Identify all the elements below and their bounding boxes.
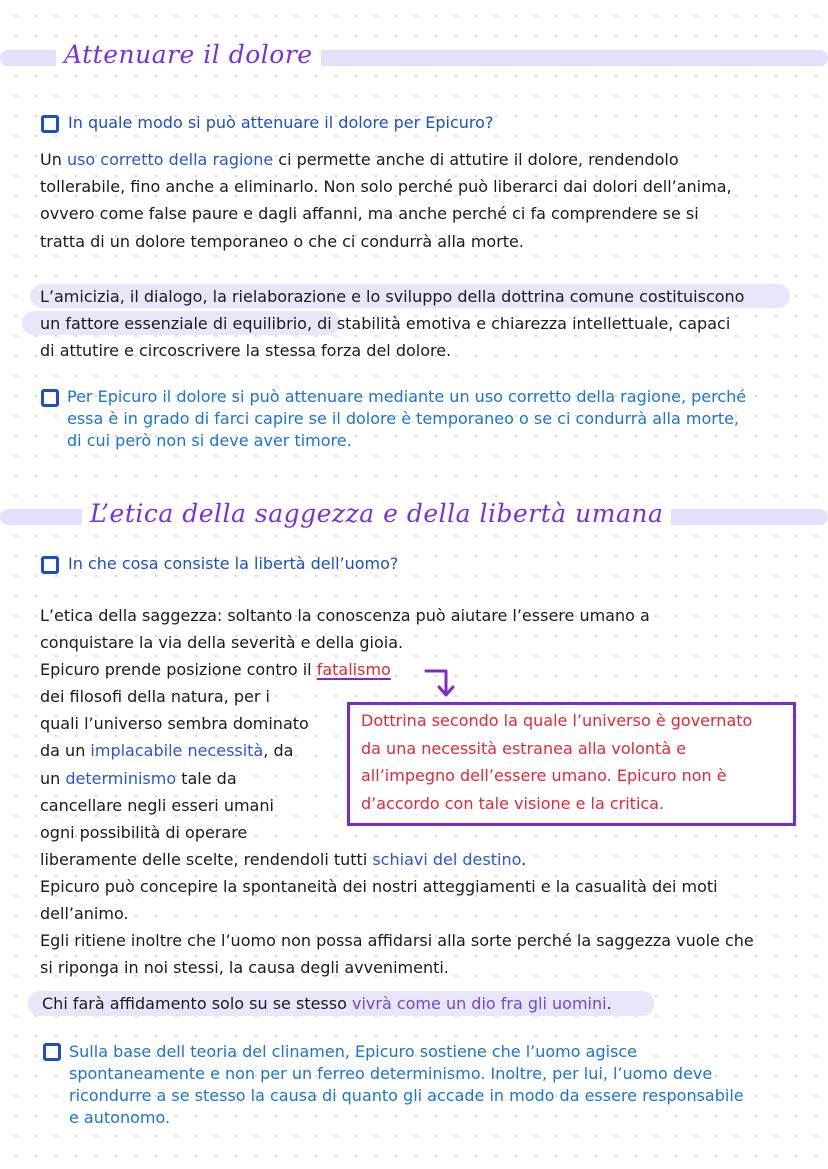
text-line: L’etica della saggezza: soltanto la conoscenza può aiutare l’essere umano a <box>40 606 650 625</box>
definition-text <box>361 707 752 817</box>
checkbox-icon <box>41 115 59 133</box>
text-line: tratta di un dolore temporaneo o che ci condurrà alla morte. <box>40 231 524 251</box>
question-heading: In quale modo si può attenuare il dolore per Epicuro? <box>68 113 494 132</box>
arrow-down-icon <box>424 664 456 700</box>
text-line: d’accordo con tale visione e la critica. <box>361 793 665 813</box>
quote-line: Chi farà affidamento solo su se stesso vivrà come un dio fra gli uomini. <box>42 994 612 1013</box>
text-line: si riponga in noi stessi, la causa degli avvenimenti. <box>40 958 449 978</box>
text-line: di cui però non si deve aver timore. <box>67 431 352 450</box>
checkbox-icon <box>43 1043 61 1061</box>
highlight-term: uso corretto della ragione <box>66 150 274 169</box>
text-line: Dottrina secondo la quale l’universo è governato <box>361 711 753 730</box>
text-line: Egli ritiene inoltre che l’uomo non possa affidarsi alla sorte perché la saggezza vuole che <box>40 931 754 951</box>
question-heading: In che cosa consiste la libertà dell’uomo? <box>68 554 399 573</box>
text-line: Un uso corretto della ragione ci permette anche di attutire il dolore, rendendolo <box>40 150 679 169</box>
section-title: Attenuare il dolore <box>56 40 321 69</box>
text-line: di attutire e circoscrivere la stessa forza del dolore. <box>40 341 452 361</box>
text-line: un fattore essenziale di equilibrio, di stabilità emotiva e chiarezza intellettuale, capaci <box>40 314 731 334</box>
text-line: essa è in grado di farci capire se il dolore è temporaneo o se ci condurrà alla morte, <box>67 409 740 428</box>
text-line: L’amicizia, il dialogo, la rielaborazione e lo sviluppo della dottrina comune costituiscono <box>40 287 745 306</box>
text-line: da una necessità estranea alla volontà e <box>361 738 687 758</box>
text-line: tollerabile, fino anche a eliminarlo. Non solo perché può liberarci dai dolori dell’anima, <box>40 177 732 197</box>
text-line: e autonomo. <box>69 1108 171 1127</box>
paragraph <box>40 146 732 255</box>
text-line: conquistare la via della severità e della gioia. <box>40 633 404 653</box>
title-band-right <box>280 50 828 66</box>
text-line: all’impegno dell’essere umano. Epicuro non è <box>361 766 727 785</box>
checkbox-icon <box>41 556 59 574</box>
fatalismo-term: fatalismo <box>316 660 391 680</box>
highlight-term: vivrà come un dio fra gli uomini <box>351 994 607 1013</box>
checkbox-icon <box>41 389 59 407</box>
text-line: cancellare negli esseri umani <box>40 795 274 815</box>
text-line: Per Epicuro il dolore si può attenuare mediante un uso corretto della ragione, perché <box>67 387 747 406</box>
paragraph <box>40 283 744 365</box>
text-line: quali l’universo sembra dominato <box>40 714 309 734</box>
text-line: Sulla base dell teoria del clinamen, Epicuro sostiene che l’uomo agisce <box>69 1042 638 1061</box>
highlight-term: implacabile necessità <box>90 741 264 761</box>
text-line: da un implacabile necessità, da <box>40 741 294 761</box>
text-line: Epicuro può concepire la spontaneità dei nostri atteggiamenti e la casualità dei moti <box>40 876 718 896</box>
section-title: L’etica della saggezza e della libertà umana <box>82 499 671 528</box>
text-line: liberamente delle scelte, rendendoli tutti schiavi del destino. <box>40 849 527 869</box>
summary-answer <box>69 1041 744 1129</box>
text-line: ricondurre a se stesso la causa di quanto gli accade in modo da essere responsabile <box>69 1086 744 1105</box>
text-line: Epicuro prende posizione contro il fatalismo <box>40 660 391 680</box>
highlight-term: determinismo <box>65 768 177 788</box>
summary-answer <box>67 386 746 452</box>
text-line: ovvero come false paure e dagli affanni, ma anche perché ci fa comprendere se si <box>40 204 699 224</box>
highlight-term: schiavi del destino <box>372 849 522 869</box>
text-line: spontaneamente e non per un ferreo determinismo. Inoltre, per lui, l’uomo deve <box>69 1064 713 1083</box>
text-line: dei filosofi della natura, per i <box>40 687 270 707</box>
text-line: ogni possibilità di operare <box>40 822 248 842</box>
text-line: dell’animo. <box>40 904 129 924</box>
text-line: un determinismo tale da <box>40 768 237 788</box>
